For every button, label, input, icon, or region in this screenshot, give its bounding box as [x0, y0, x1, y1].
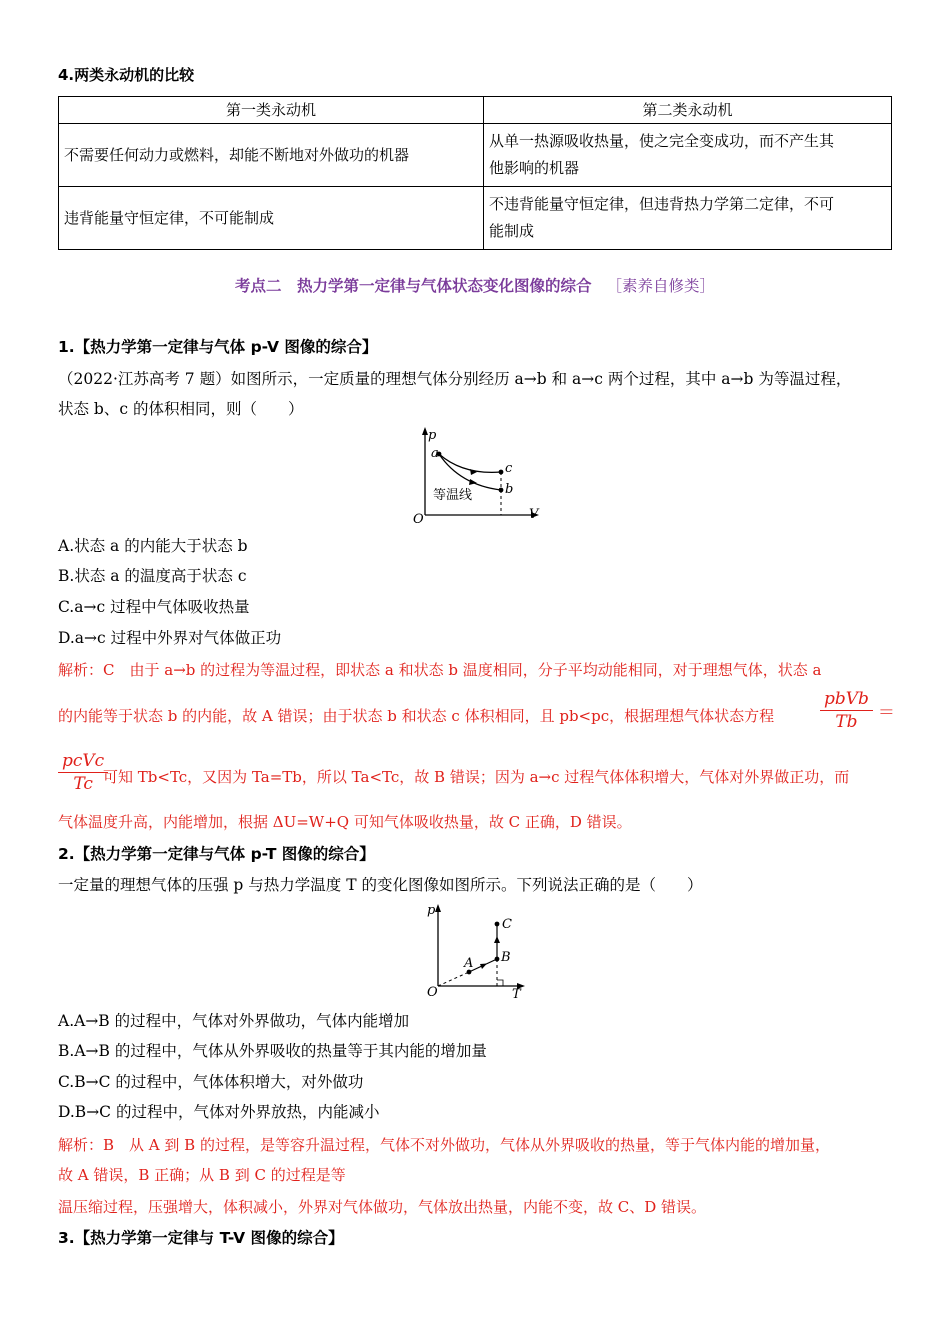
question-1-analysis: 可知 Tb<Tc，又因为 Ta=Tb，所以 Ta<Tc，故 B 错误；因为 a→c 过程气体体积增大，气体对外界做正功，而 [103, 768, 850, 786]
svg-text:c: c [505, 461, 513, 476]
question-2-analysis: 温压缩过程，压强增大，体积减小，外界对气体做功，气体放出热量，内能不变，故 C、D 错误。 [58, 1198, 707, 1216]
option-c: C.a→c 过程中气体吸收热量 [58, 598, 250, 616]
question-1-heading: 1.【热力学第一定律与气体 p-V 图像的综合】 [58, 338, 378, 356]
table-header-row [59, 97, 892, 124]
svg-text:V: V [529, 507, 539, 522]
table-cell: 从单一热源吸收热量，使之完全变成功，而不产生其 他影响的机器 [484, 124, 892, 187]
option-d: D.B→C 的过程中，气体对外界放热，内能减小 [58, 1103, 380, 1121]
table-header-cell: 第二类永动机 [484, 97, 892, 124]
question-2-stem: 一定量的理想气体的压强 p 与热力学温度 T 的变化图像如图所示。下列说法正确的是（ ） [58, 876, 703, 894]
comparison-table [58, 96, 892, 250]
question-2-heading: 2.【热力学第一定律与气体 p-T 图像的综合】 [58, 845, 375, 863]
option-c: C.B→C 的过程中，气体体积增大，对外做功 [58, 1073, 364, 1091]
svg-text:等温线: 等温线 [433, 488, 473, 503]
question-3-heading: 3.【热力学第一定律与 T-V 图像的综合】 [58, 1229, 344, 1247]
question-1-analysis: 解析：C 由于 a→b 的过程为等温过程，即状态 a 和状态 b 温度相同，分子平均动能相同，对于理想气体，状态 a [58, 661, 822, 679]
svg-text:C: C [502, 917, 512, 932]
svg-text:A: A [464, 956, 474, 971]
question-1-stem: （2022·江苏高考 7 题）如图所示，一定质量的理想气体分别经历 a→b 和 a→c 两个过程，其中 a→b 为等温过程， [58, 370, 852, 388]
table-cell: 不需要任何动力或燃料，却能不断地对外做功的机器 [59, 124, 484, 187]
pt-figure [425, 900, 535, 1005]
svg-text:O: O [427, 985, 438, 1000]
section-title: 4.两类永动机的比较 [58, 66, 195, 84]
pv-figure [405, 425, 555, 530]
svg-text:T: T [512, 987, 521, 1002]
svg-text:p: p [428, 428, 437, 443]
kaodian-heading [0, 274, 950, 296]
table-row [59, 187, 892, 250]
svg-text:p: p [427, 903, 436, 918]
svg-text:O: O [413, 512, 424, 527]
state-equation-fraction: $\frac{\text{pbVb}}{Tb}$ ＝ [820, 688, 895, 733]
state-equation-fraction: $\frac{\text{pcVc}}{Tc}$ [58, 750, 108, 795]
question-1-analysis: 气体温度升高，内能增加，根据 ΔU=W+Q 可知气体吸收热量，故 C 正确，D 错误。 [58, 813, 632, 831]
question-2-analysis: 解析：B 从 A 到 B 的过程，是等容升温过程，气体不对外做功，气体从外界吸收的热量，等于气体内能的增加量， [58, 1136, 830, 1154]
kaodian-tag: ［素养自修类］ [606, 277, 715, 295]
table-cell: 不违背能量守恒定律，但违背热力学第二定律，不可 能制成 [484, 187, 892, 250]
svg-text:B: B [501, 950, 511, 965]
question-1-stem: 状态 b、c 的体积相同，则（ ） [58, 400, 304, 418]
option-a: A.A→B 的过程中，气体对外界做功，气体内能增加 [58, 1012, 410, 1030]
option-b: B.状态 a 的温度高于状态 c [58, 567, 247, 585]
question-1-analysis: 的内能等于状态 b 的内能，故 A 错误；由于状态 b 和状态 c 体积相同，且 pb<pc，根据理想气体状态方程 [58, 707, 775, 725]
table-row [59, 124, 892, 187]
option-a: A.状态 a 的内能大于状态 b [58, 537, 248, 555]
option-b: B.A→B 的过程中，气体从外界吸收的热量等于其内能的增加量 [58, 1042, 487, 1060]
table-cell: 违背能量守恒定律，不可能制成 [59, 187, 484, 250]
question-2-analysis: 故 A 错误，B 正确；从 B 到 C 的过程是等 [58, 1166, 346, 1184]
table-header-cell: 第一类永动机 [59, 97, 484, 124]
svg-text:b: b [505, 482, 514, 497]
svg-text:a: a [431, 446, 439, 461]
kaodian-title: 考点二 热力学第一定律与气体状态变化图像的综合 [235, 277, 592, 295]
option-d: D.a→c 过程中外界对气体做正功 [58, 629, 282, 647]
